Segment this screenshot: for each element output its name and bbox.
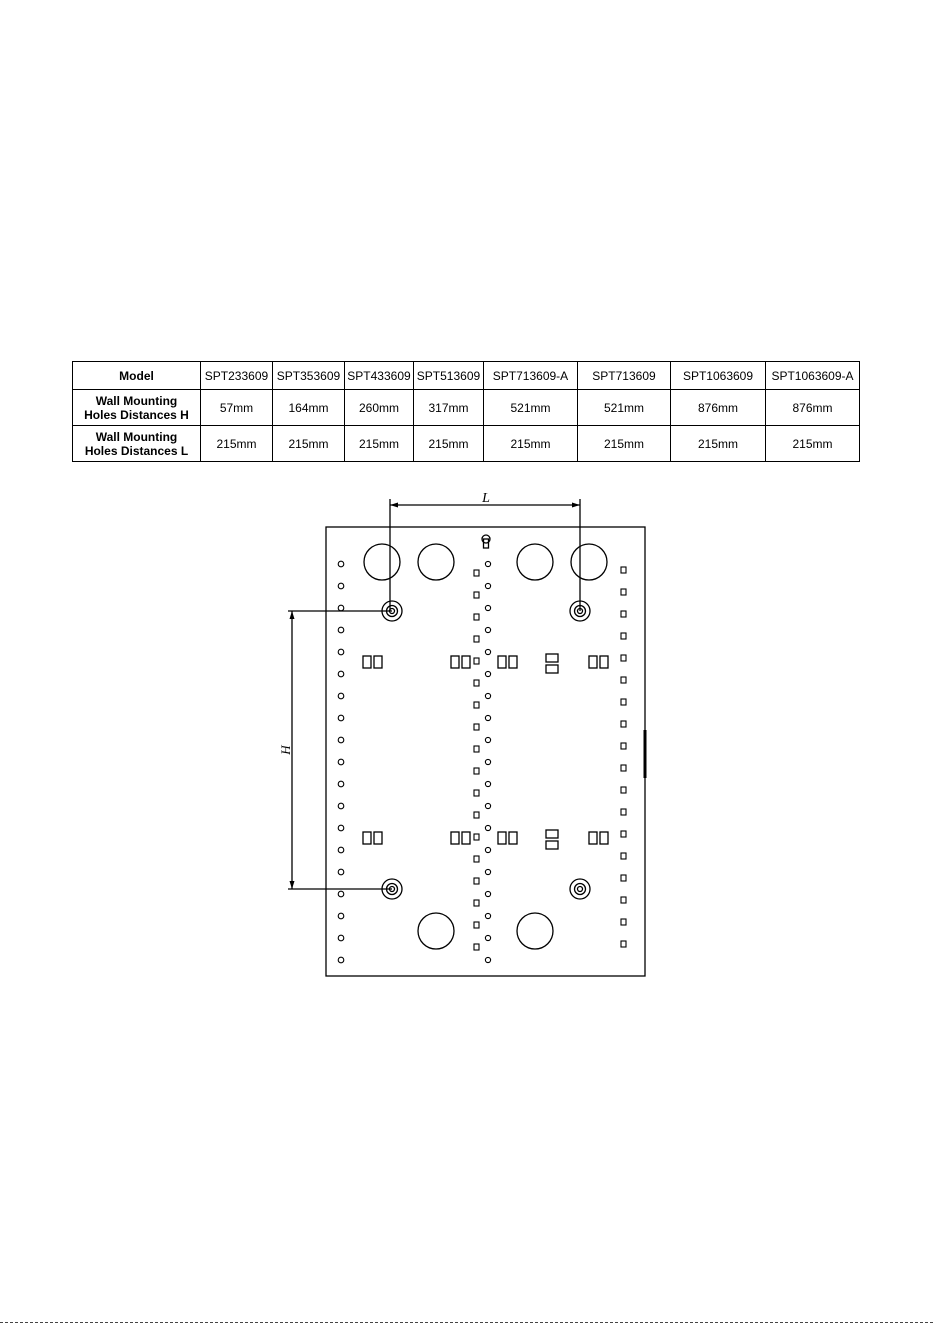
slot-pair [589, 656, 608, 668]
small-round-hole [485, 935, 490, 940]
small-square-hole [474, 768, 479, 774]
small-square-hole [621, 611, 626, 617]
small-square-hole [474, 614, 479, 620]
slot-pair [498, 832, 517, 844]
small-round-hole [338, 869, 344, 875]
small-square-hole [474, 834, 479, 840]
small-square-hole [621, 831, 626, 837]
small-square-hole [621, 589, 626, 595]
left-hole-column [338, 561, 344, 963]
row-label-line2: Holes Distances H [84, 407, 189, 422]
small-round-hole [485, 957, 490, 962]
small-square-hole [621, 941, 626, 947]
model-cell: SPT353609 [273, 362, 345, 390]
slot-pair [589, 832, 608, 844]
slot-pair [363, 656, 382, 668]
value-cell: 876mm [671, 390, 766, 426]
value-cell: 215mm [766, 426, 860, 462]
small-round-hole [338, 847, 344, 853]
small-square-hole [474, 724, 479, 730]
right-hole-column [621, 567, 626, 947]
row-label-line2: Holes Distances L [84, 443, 189, 458]
small-round-hole [338, 737, 344, 743]
small-square-hole [474, 878, 479, 884]
small-round-hole [485, 715, 490, 720]
dimension-arrows [290, 503, 581, 890]
small-square-hole [474, 746, 479, 752]
small-square-hole [621, 567, 626, 573]
value-cell: 215mm [201, 426, 273, 462]
small-square-hole [474, 944, 479, 950]
mounting-hole [570, 879, 590, 899]
small-round-hole [485, 583, 490, 588]
dimension-l-label: L [482, 491, 490, 506]
small-round-hole [338, 803, 344, 809]
small-square-hole [474, 856, 479, 862]
slot-pair-vertical [546, 654, 558, 673]
small-round-hole [338, 693, 344, 699]
value-cell: 521mm [484, 390, 578, 426]
small-square-hole [621, 677, 626, 683]
small-round-hole [485, 803, 490, 808]
small-round-hole [485, 913, 490, 918]
small-square-hole [474, 790, 479, 796]
small-square-hole [474, 900, 479, 906]
small-round-hole [338, 891, 344, 897]
row-label-line1: Wall Mounting [95, 429, 178, 444]
small-round-hole [485, 627, 490, 632]
small-round-hole [485, 649, 490, 654]
model-cell: SPT513609 [414, 362, 484, 390]
page-bottom-divider [0, 1322, 933, 1323]
small-round-hole [338, 561, 344, 567]
model-cell: SPT433609 [345, 362, 414, 390]
small-square-hole [621, 655, 626, 661]
small-square-hole [474, 812, 479, 818]
value-cell: 164mm [273, 390, 345, 426]
small-square-hole [621, 919, 626, 925]
slot-pair [451, 832, 470, 844]
keyhole-slot [482, 535, 490, 548]
small-square-hole [621, 743, 626, 749]
value-cell: 215mm [578, 426, 671, 462]
small-square-hole [621, 699, 626, 705]
value-cell: 215mm [671, 426, 766, 462]
model-cell: SPT233609 [201, 362, 273, 390]
dimension-h-label: H [278, 745, 293, 755]
value-cell: 57mm [201, 390, 273, 426]
knockout-hole [517, 913, 553, 949]
slot-pair [363, 832, 382, 844]
knockout-hole [571, 544, 607, 580]
small-round-hole [485, 759, 490, 764]
small-round-hole [485, 847, 490, 852]
small-square-hole [474, 636, 479, 642]
small-round-hole [485, 825, 490, 830]
small-round-hole [485, 737, 490, 742]
small-square-hole [474, 680, 479, 686]
small-round-hole [485, 693, 490, 698]
small-round-hole [338, 649, 344, 655]
small-round-hole [338, 825, 344, 831]
small-round-hole [485, 869, 490, 874]
small-round-hole [338, 913, 344, 919]
small-square-hole [621, 809, 626, 815]
value-cell: 215mm [484, 426, 578, 462]
small-square-hole [474, 570, 479, 576]
small-square-hole [621, 875, 626, 881]
small-square-hole [621, 897, 626, 903]
center-circle-column [485, 561, 490, 962]
model-cell: SPT713609 [578, 362, 671, 390]
slot-pair [451, 656, 470, 668]
small-square-hole [474, 702, 479, 708]
small-round-hole [485, 671, 490, 676]
value-cell: 215mm [414, 426, 484, 462]
small-square-hole [474, 922, 479, 928]
value-cell: 317mm [414, 390, 484, 426]
small-round-hole [338, 671, 344, 677]
small-round-hole [485, 561, 490, 566]
value-cell: 876mm [766, 390, 860, 426]
small-round-hole [485, 781, 490, 786]
small-square-hole [621, 633, 626, 639]
knockout-hole [418, 544, 454, 580]
row-label-line1: Wall Mounting [95, 393, 178, 408]
small-round-hole [338, 715, 344, 721]
small-round-hole [338, 627, 344, 633]
small-round-hole [338, 781, 344, 787]
model-cell: SPT713609-A [484, 362, 578, 390]
small-round-hole [338, 957, 344, 963]
small-round-hole [338, 935, 344, 941]
model-header-cell: Model [73, 362, 201, 390]
value-cell: 260mm [345, 390, 414, 426]
model-cell: SPT1063609-A [766, 362, 860, 390]
small-square-hole [621, 853, 626, 859]
knockout-hole [364, 544, 400, 580]
small-square-hole [621, 721, 626, 727]
value-cell: 521mm [578, 390, 671, 426]
small-round-hole [485, 891, 490, 896]
slot-pair-vertical [546, 830, 558, 849]
mounting-plate-outline [326, 527, 645, 976]
small-round-hole [485, 605, 490, 610]
slot-pair [498, 656, 517, 668]
value-cell: 215mm [345, 426, 414, 462]
knockout-hole [418, 913, 454, 949]
small-square-hole [474, 658, 479, 664]
knockout-hole [517, 544, 553, 580]
small-square-hole [474, 592, 479, 598]
center-square-column [474, 570, 479, 950]
small-round-hole [338, 583, 344, 589]
small-round-hole [338, 605, 344, 611]
small-round-hole [338, 759, 344, 765]
small-square-hole [621, 787, 626, 793]
small-square-hole [621, 765, 626, 771]
model-cell: SPT1063609 [671, 362, 766, 390]
value-cell: 215mm [273, 426, 345, 462]
